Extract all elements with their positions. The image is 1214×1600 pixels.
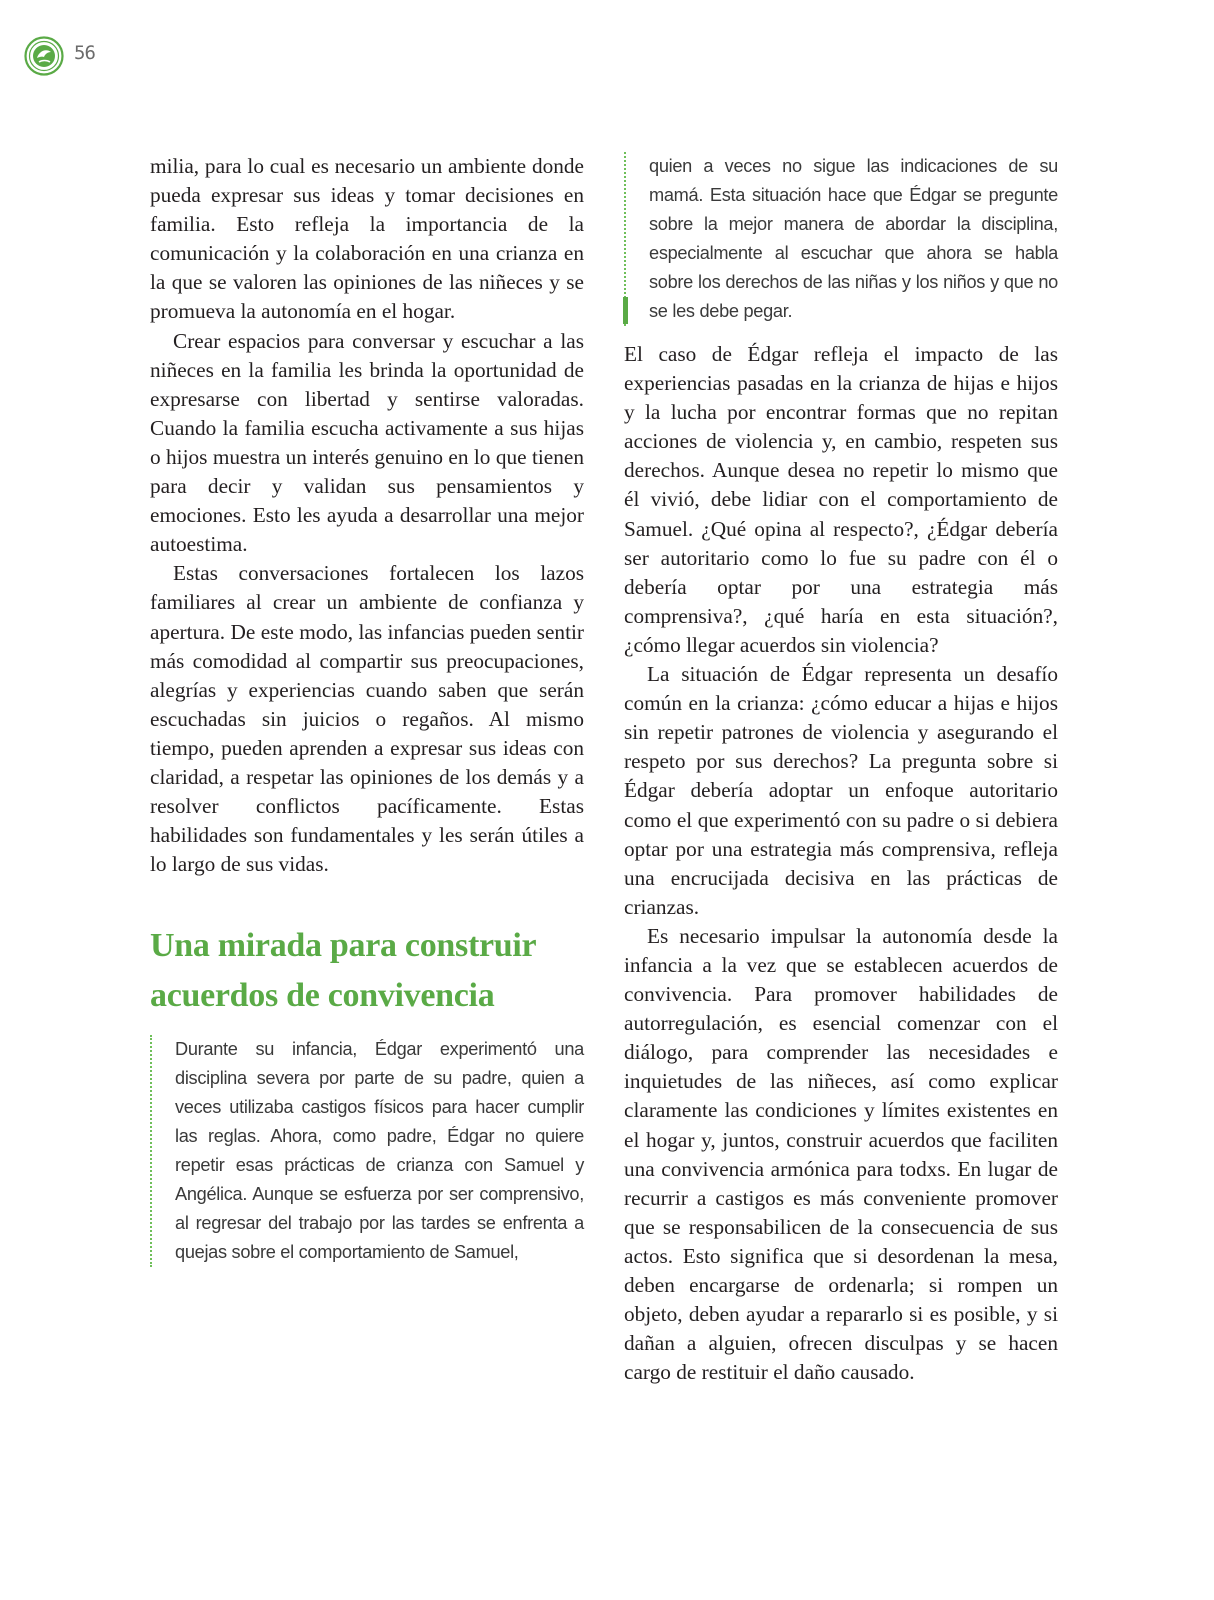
case-study-box xyxy=(150,1035,584,1267)
body-paragraph: Estas conversaciones fortalecen los lazos familiares al crear un ambiente de confianza y apertura. De este modo, las infancias pueden sentir más comodidad al compartir sus preocupaciones, alegrías y experiencias cuando saben que serán escuchadas sin juicios o regaños. Al mismo tiempo, pueden aprenden a expresar sus ideas con claridad, a respetar las opiniones de los demás y a resolver conflictos pacíficamente. Estas habilidades son fundamentales y les serán útiles a lo largo de sus vidas. xyxy=(150,561,584,877)
body-paragraph: El caso de Édgar refleja el impacto de las experiencias pasadas en la crianza de hijas e hijos y la lucha por encontrar formas que no repitan acciones de violencia y, en cambio, respeten sus derechos. Aunque desea no repetir lo mismo que él vivió, debe lidiar con el comportamiento de Samuel. ¿Qué opina al respecto?, ¿Édgar debería ser autoritario como lo fue su padre con él o debería optar por una estrategia más comprensiva?, ¿qué haría en esta situación?, ¿cómo llegar acuerdos sin violencia? xyxy=(624,342,1058,657)
body-paragraph: milia, para lo cual es necesario un ambiente donde pueda expresar sus ideas y tomar decisiones en familia. Esto refleja la importancia de la comunicación y la colaboración en una crianza en la que se valoren las opiniones de las niñeces y se promueva la autonomía en el hogar. xyxy=(150,154,584,324)
case-study-text: Durante su infancia, Édgar experimentó una disciplina severa por parte de su padre, quien a veces utilizaba castigos físicos para hacer cumplir las reglas. Ahora, como padre, Édgar no quiere repetir esas prácticas de crianza con Samuel y Angélica. Aunque se esfuerza por ser comprensivo, al regresar del trabajo por las tardes se enfrenta a quejas sobre el comportamiento de Samuel, xyxy=(175,1039,584,1263)
body-paragraph: La situación de Édgar representa un desafío común en la crianza: ¿cómo educar a hijas e hijos sin repetir patrones de violencia y asegurando el respeto por sus derechos? La pregunta sobre si Édgar debería adoptar un enfoque autoritario como el que experimentó con su padre o si debiera optar por una estrategia más comprensiva, refleja una encrucijada decisiva en las prácticas de crianzas. xyxy=(624,662,1058,919)
right-column xyxy=(624,152,1058,1387)
case-end-marker xyxy=(623,297,628,324)
case-study-text: quien a veces no sigue las indicaciones de su mamá. Esta situación hace que Édgar se pregunte sobre la mejor manera de abordar la disciplina, especialmente al escuchar que ahora se habla sobre los derechos de las niñas y los niños y que no se les debe pegar. xyxy=(649,156,1058,321)
left-column xyxy=(150,152,584,1267)
case-study-box-continued xyxy=(624,152,1058,326)
body-paragraph: Es necesario impulsar la autonomía desde la infancia a la vez que se establecen acuerdos de convivencia. Para promover habilidades de autorregulación, es esencial comenzar con el diálogo, para comprender las necesidades e inquietudes de las niñeces, así como explicar claramente las condiciones y límites existentes en el hogar y, juntos, construir acuerdos que faciliten una convivencia armónica para todxs. En lugar de recurrir a castigos es más conveniente promover que se responsabilicen de la consecuencia de sus actos. Esto significa que si desordenan la mesa, deben encargarse de ordenarla; si rompen un objeto, deben ayudar a repararlo si es posible, y si dañan a alguien, ofrecen disculpas y se hacen cargo de restituir el daño causado. xyxy=(624,923,1058,1385)
section-heading: Una mirada para construir acuerdos de convivencia xyxy=(150,927,536,1015)
page-number: 56 xyxy=(74,42,95,64)
body-paragraph: Crear espacios para conversar y escuchar a las niñeces en la familia les brinda la oportunidad de expresarse con libertad y sentirse valoradas. Cuando la familia escucha activamente a sus hijas o hijos muestra un interés genuino en lo que tienen para decir y validan sus pensamientos y emociones. Esto les ayuda a desarrollar una mejor autoestima. xyxy=(150,328,584,557)
green-circle-emblem-icon xyxy=(24,36,64,76)
